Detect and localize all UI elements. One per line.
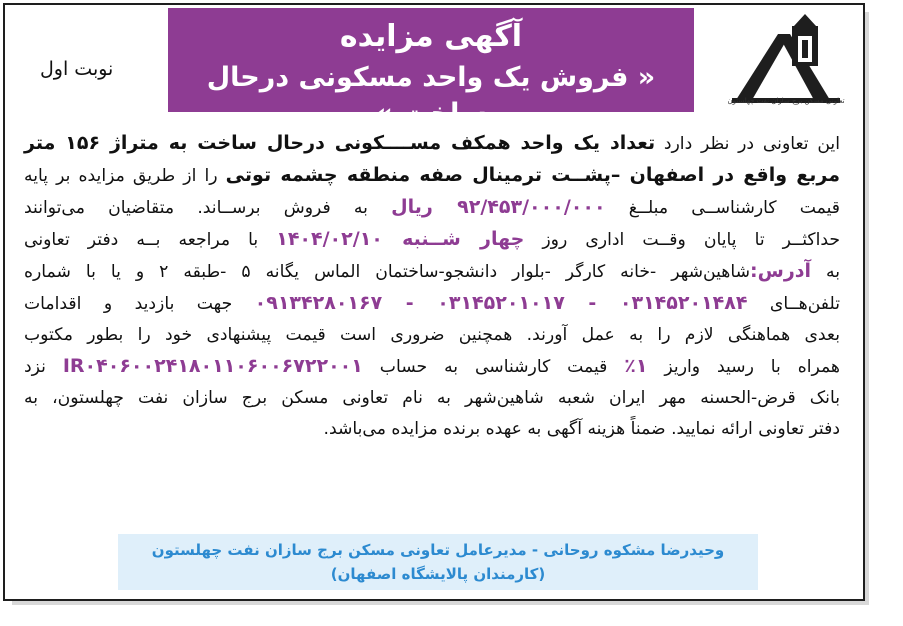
body-line-8: همراه با رسید واریز ۱٪ قیمت کارشناسی به حساب IR۰۴۰۶۰۰۲۴۱۸۰۱۱۰۶۰۰۶۷۲۲۰۰۱ نزد: [24, 355, 840, 377]
body-line-5: به آدرس:شاهین‌شهر -خانه کارگر -بلوار دانشجو-ساختمان الماس یگانه ۵ -طبقه ۲ و یا با شماره: [24, 260, 841, 282]
page-shadow-bottom: [12, 601, 869, 605]
body-line-4: حداکثــر تا پایان وقــت اداری روز چهار شــنبه ۱۴۰۴/۰۲/۱۰ با مراجعه بــه دفتر تعاونی: [24, 228, 841, 250]
signature-box: [118, 534, 758, 590]
logo-caption: تعاونی مسکن برج سازان نفت چهلستون: [727, 97, 845, 105]
notice-body: [24, 128, 840, 445]
price-value: ۹۲/۴۵۳/۰۰۰/۰۰۰ ریال: [391, 196, 606, 218]
title-banner: [168, 8, 694, 129]
body-line-7: بعدی هماهنگی لازم را به عمل آورند. همچنین ضروری است قیمت پیشنهادی خود را بطور مکتوب: [24, 325, 840, 345]
body-line-6: تلفن‌هــای ۰۳۱۴۵۲۰۱۴۸۴ - ۰۳۱۴۵۲۰۱۰۱۷ - ۰۹۱۳۴۲۸۰۱۶۷ جهت بازدید و اقدامات: [24, 292, 840, 314]
notice-subtitle: « فروش یک واحد مسکونی درحال ساخت »: [206, 62, 656, 129]
publication-round: نوبت اول: [40, 58, 114, 80]
body-line-1: این تعاونی در نظر دارد تعداد یک واحد همکف مســــکونی درحال ساخت به متراژ ۱۵۶ متر: [24, 132, 840, 154]
phone-numbers: ۰۳۱۴۵۲۰۱۴۸۴ - ۰۳۱۴۵۲۰۱۰۱۷ - ۰۹۱۳۴۲۸۰۱۶۷: [254, 292, 748, 314]
address-label: آدرس:: [750, 260, 812, 282]
body-line-10: دفتر تعاونی ارائه نمایید. ضمناً هزینه آگهی به عهده برنده مزایده می‌باشد.: [323, 419, 840, 439]
body-line-3: قیمت کارشناســی مبلــغ ۹۲/۴۵۳/۰۰۰/۰۰۰ ریال به فروش برســاند. متقاضیان می‌توانند: [24, 196, 841, 218]
body-line-9: بانک قرض-الحسنه مهر ایران شعبه شاهین‌شهر به نام تعاونی مسکن برج سازان نفت چهلستون، به: [24, 388, 840, 408]
body-line-2: مربع واقع در اصفهان –پشــت ترمینال صفه منطقه چشمه توتی را از طریق مزایده بر پایه: [24, 164, 840, 186]
deadline-date: چهار شــنبه ۱۴۰۴/۰۲/۱۰: [276, 228, 525, 250]
account-number: IR۰۴۰۶۰۰۲۴۱۸۰۱۱۰۶۰۰۶۷۲۲۰۰۱: [62, 355, 363, 377]
notice-title: آگهی مزایده: [339, 19, 523, 54]
signature-line-1: وحیدرضا مشکوه روحانی - مدیرعامل تعاونی مسکن برج سازان نفت چهلستون: [151, 541, 725, 559]
signature-line-2: (کارمندان پالایشگاه اصفهان): [330, 565, 546, 583]
page-shadow-right: [865, 12, 869, 604]
cooperative-logo: [718, 14, 854, 124]
deposit-percent: ۱٪: [624, 355, 648, 377]
